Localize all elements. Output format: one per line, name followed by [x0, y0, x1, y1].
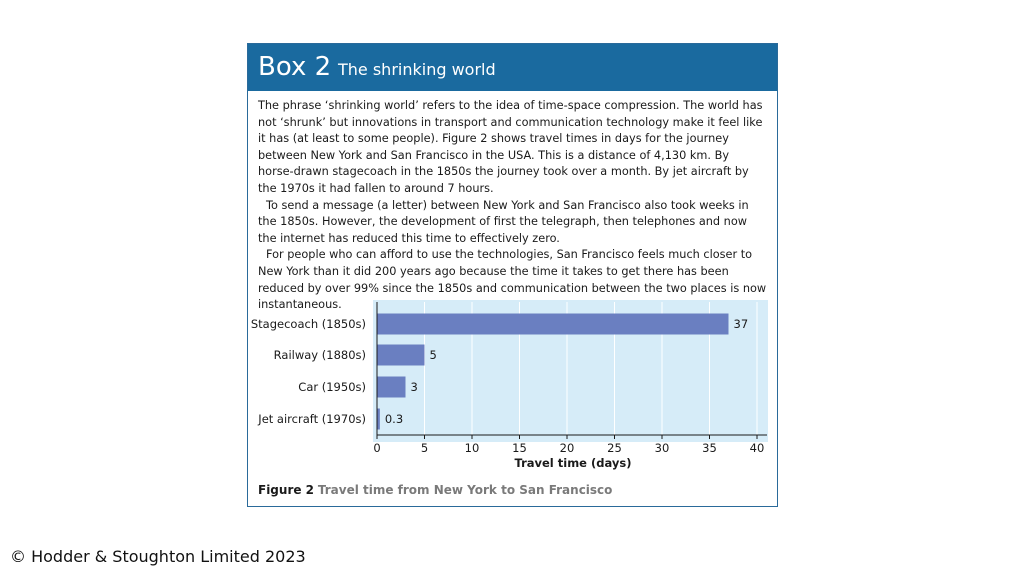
category-label-1: Railway (1880s): [273, 348, 366, 362]
bar-0: [377, 314, 729, 335]
x-tick-label-5: 5: [420, 441, 429, 455]
figure-label: Figure 2: [258, 483, 315, 497]
shrinking-world-box: [247, 43, 778, 507]
bar-2: [377, 377, 406, 398]
x-tick-label-30: 30: [654, 441, 670, 455]
x-tick-label-20: 20: [559, 441, 575, 455]
data-label-3: 0.3: [384, 412, 404, 426]
data-label-0: 37: [733, 317, 749, 331]
x-tick-label-0: 0: [373, 441, 381, 455]
box-number: Box 2: [258, 52, 332, 82]
x-tick-label-35: 35: [702, 441, 717, 455]
paragraph-3: For people who can afford to use the technologies, San Francisco feels much closer to New York than it did 200 years ago because the time it takes to get there has been reduced by over 99% since the 1850s and communication between the two places is now instantaneous.: [258, 248, 767, 312]
paragraph-1: The phrase ‘shrinking world’ refers to the idea of time-space compression. The world has not ‘shrunk’ but innovations in transport and communication technology make it feel like it has (at least to some people). Figure 2 shows travel times in days for the journey between New York and San Francisco in the USA. This is a distance of 4,130 km. By horse-drawn stagecoach in the 1850s the journey took over a month. By jet aircraft by the 1970s it had fallen to around 7 hours.: [258, 99, 763, 195]
figure-caption: [258, 482, 612, 498]
data-label-1: 5: [429, 348, 437, 362]
category-label-2: Car (1950s): [298, 380, 366, 394]
category-label-3: Jet aircraft (1970s): [258, 412, 366, 426]
x-tick-label-25: 25: [607, 441, 622, 455]
x-tick-label-10: 10: [464, 441, 480, 455]
paragraph-2: To send a message (a letter) between New York and San Francisco also took weeks in the 1850s. However, the development of first the telegraph, then telephones and now the internet has reduced this time to effectively zero.: [258, 198, 749, 245]
x-axis-label: Travel time (days): [514, 456, 632, 470]
x-tick-label-15: 15: [512, 441, 527, 455]
figure-caption-text: Travel time from New York to San Francisco: [317, 483, 613, 497]
x-tick-label-40: 40: [749, 441, 765, 455]
copyright-notice: © Hodder & Stoughton Limited 2023: [10, 547, 306, 566]
bar-1: [377, 345, 425, 366]
travel-time-chart: [248, 44, 779, 484]
box-title: The shrinking world: [338, 60, 496, 79]
category-label-0: Stagecoach (1850s): [250, 317, 366, 331]
data-label-2: 3: [410, 380, 418, 394]
